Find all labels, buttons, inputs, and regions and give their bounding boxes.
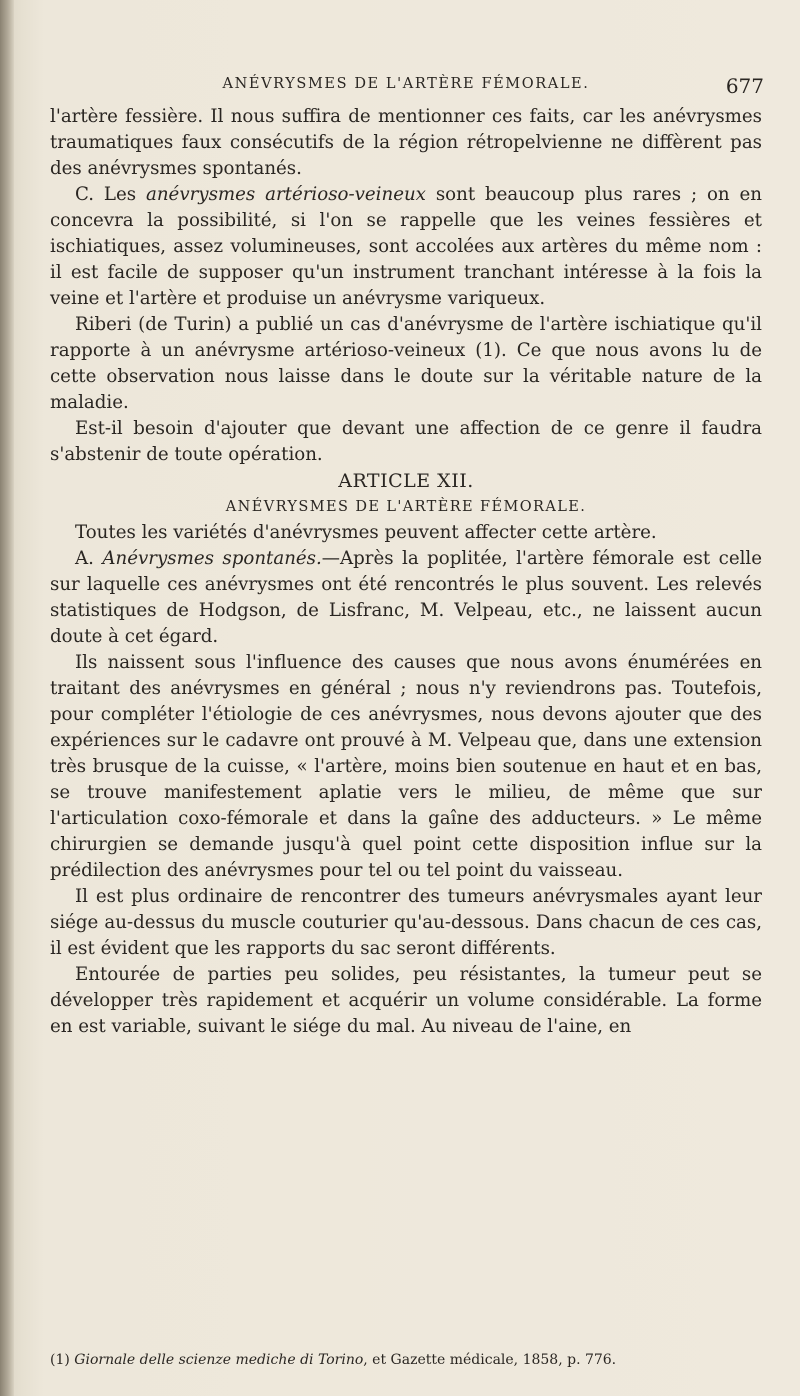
page-number: 677 <box>725 74 764 98</box>
italic-term: Anévrysmes spontanés. <box>102 548 322 569</box>
article-heading: ARTICLE XII. <box>338 470 474 492</box>
paragraph-text: —Après la poplitée, l'artère fémorale est celle sur laquelle ces anévrysmes ont été rencontrés le plus souvent. Les relevés statistiques de Hodgson, de Lisfranc, M. Velpeau, etc., ne laissent aucun doute à cet égard. <box>50 548 762 647</box>
paragraph-continuation: l'artère fessière. Il nous suffira de mentionner ces faits, car les anévrysmes traumatiques faux consécutifs de la région rétropelvienne ne diffèrent pas des anévrysmes spontanés. <box>50 106 762 179</box>
footnote-text: , et Gazette médicale, 1858, p. 776. <box>363 1352 617 1368</box>
running-title: ANÉVRYSMES DE L'ARTÈRE FÉMORALE. <box>222 76 590 92</box>
italic-term: anévrysmes artérioso-veineux <box>146 184 426 205</box>
paragraph-spontaneous <box>50 546 762 650</box>
section-label-a: A. <box>75 548 103 569</box>
paragraph-development: Entourée de parties peu solides, peu résistantes, la tumeur peut se développer très rapidement et acquérir un volume considérable. La forme en est variable, suivant le siége du mal. Au niveau de l'aine, en <box>50 964 762 1037</box>
article-subheading: ANÉVRYSMES DE L'ARTÈRE FÉMORALE. <box>225 499 587 515</box>
footnote <box>50 1350 762 1370</box>
page-header <box>48 76 764 102</box>
paragraph-etiology: Ils naissent sous l'influence des causes que nous avons énumérées en traitant des anévrysmes en général ; nous n'y reviendrons pas. Toutefois, pour compléter l'étiologie de ces anévrysmes, nous devons ajouter que des expériences sur le cadavre ont prouvé à M. Velpeau que, dans une extension très brusque de la cuisse, « l'artère, moins bien soutenue en haut et en bas, se trouve manifestement aplatie vers le milieu, de même que sur l'articulation coxo-fémorale et dans la gaîne des adducteurs. » Le même chirurgien se demande jusqu'à quel point cette disposition influe sur la prédilection des anévrysmes pour tel ou tel point du vaisseau. <box>50 652 762 881</box>
paragraph-arterioveinous <box>50 182 762 312</box>
paragraph-operation: Est-il besoin d'ajouter que devant une affection de ce genre il faudra s'abstenir de toute opération. <box>50 418 762 465</box>
paragraph-varieties: Toutes les variétés d'anévrysmes peuvent affecter cette artère. <box>75 522 657 543</box>
paragraph-location: Il est plus ordinaire de rencontrer des tumeurs anévrysmales ayant leur siége au-dessus du muscle couturier qu'au-dessous. Dans chacun de ces cas, il est évident que les rapports du sac seront différents. <box>50 886 762 959</box>
body-text <box>50 104 762 1040</box>
section-label-c: C. Les <box>75 184 146 205</box>
footnote-journal-title: Giornale delle scienze mediche di Torino <box>74 1352 364 1368</box>
footnote-marker: (1) <box>50 1352 75 1368</box>
page-binding-edge <box>0 0 14 1396</box>
paragraph-riberi: Riberi (de Turin) a publié un cas d'anévrysme de l'artère ischiatique qu'il rapporte à un anévrysme artérioso-veineux (1). Ce que nous avons lu de cette observation nous laisse dans le doute sur la véritable nature de la maladie. <box>50 314 762 413</box>
paragraph-text: sont beaucoup plus rares ; on en concevra la possibilité, si l'on se rappelle que les veines fessières et ischiatiques, assez volumineuses, sont accolées aux artères du même nom : il est facile de supposer qu'un instrument tranchant intéresse à la fois la veine et l'artère et produise un anévrysme variqueux. <box>50 184 762 309</box>
